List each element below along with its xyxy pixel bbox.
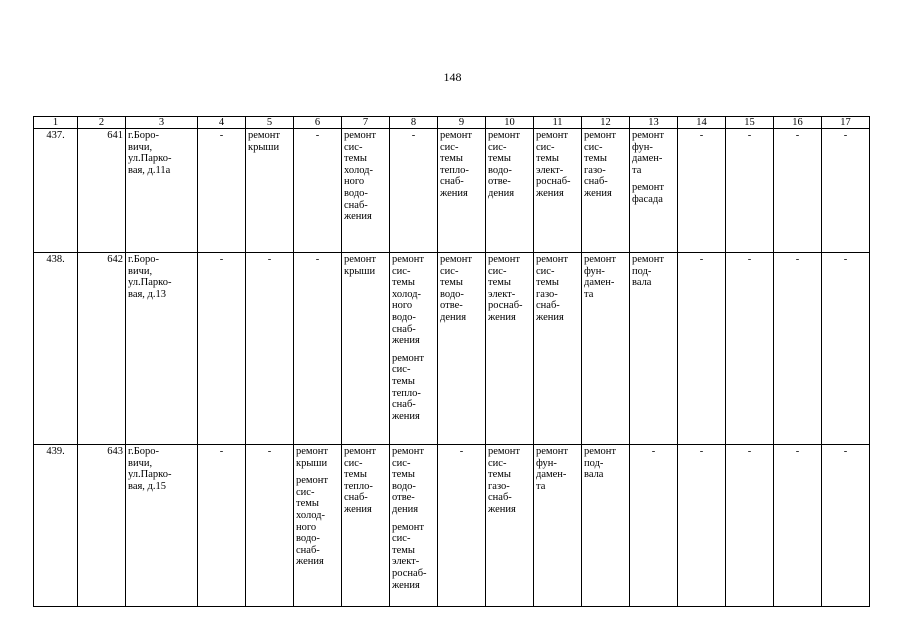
table-cell-col-13 (630, 129, 678, 253)
cell-entry: ремонт фун- дамен- та (536, 446, 569, 492)
table-cell-col-6 (294, 129, 342, 253)
table-cell-col-12 (582, 129, 630, 253)
cell-entry: ремонт сис- темы газо- снаб- жения (488, 446, 521, 515)
table-cell-col-17 (822, 253, 870, 445)
table-cell-col-5 (246, 129, 294, 253)
table-cell-col-2 (78, 253, 126, 445)
table-cell-col-12 (582, 253, 630, 445)
table-cell-col-9 (438, 129, 486, 253)
column-header-6: 6 (294, 117, 342, 129)
table-cell-col-1 (34, 129, 78, 253)
cell-entry: 438. (46, 254, 65, 265)
table-cell-col-13 (630, 253, 678, 445)
cell-entry: - (843, 130, 848, 141)
cell-entry: - (267, 254, 272, 265)
cell-entry: г.Боро- вичи, ул.Парко- вая, д.15 (128, 446, 172, 492)
cell-entry: - (411, 130, 416, 141)
cell-entry: - (315, 254, 320, 265)
cell-entry: ремонт фун- дамен- та (632, 130, 665, 176)
column-header-5: 5 (246, 117, 294, 129)
table-cell-col-8 (390, 253, 438, 445)
table-cell-col-10 (486, 445, 534, 607)
table-cell-col-15 (726, 445, 774, 607)
cell-entry: - (747, 254, 752, 265)
column-header-13: 13 (630, 117, 678, 129)
cell-entry: - (651, 446, 656, 457)
table-cell-col-17 (822, 129, 870, 253)
cell-entry: ремонт сис- темы газо- снаб- жения (536, 254, 569, 323)
table-cell-col-13 (630, 445, 678, 607)
table-cell-col-14 (678, 253, 726, 445)
cell-entry: ремонт крыши (248, 130, 281, 153)
column-header-15: 15 (726, 117, 774, 129)
table-row (34, 445, 870, 607)
cell-entry: - (795, 254, 800, 265)
repair-schedule-table (33, 116, 870, 607)
cell-entry: - (747, 446, 752, 457)
table-cell-col-10 (486, 129, 534, 253)
cell-entry: - (747, 130, 752, 141)
table-cell-col-16 (774, 445, 822, 607)
cell-entry: ремонт сис- темы холод- ного водо- снаб- жения (392, 254, 425, 347)
column-header-11: 11 (534, 117, 582, 129)
cell-entry: ремонт под- вала (584, 446, 617, 481)
table-cell-col-16 (774, 253, 822, 445)
table-cell-col-10 (486, 253, 534, 445)
page-number: 148 (443, 70, 462, 84)
table-cell-col-14 (678, 445, 726, 607)
cell-entry: ремонт сис- темы тепло- снаб- жения (344, 446, 377, 515)
column-header-17: 17 (822, 117, 870, 129)
table-cell-col-1 (34, 253, 78, 445)
column-header-3: 3 (126, 117, 198, 129)
table-cell-col-6 (294, 253, 342, 445)
column-header-12: 12 (582, 117, 630, 129)
table-cell-col-3 (126, 445, 198, 607)
column-header-2: 2 (78, 117, 126, 129)
table-cell-col-7 (342, 129, 390, 253)
cell-entry: 439. (46, 446, 65, 457)
table-header (34, 117, 870, 129)
table-cell-col-11 (534, 445, 582, 607)
table-cell-col-7 (342, 253, 390, 445)
cell-entry: - (699, 446, 704, 457)
cell-entry: - (795, 446, 800, 457)
table-cell-col-1 (34, 445, 78, 607)
table-cell-col-5 (246, 253, 294, 445)
column-header-9: 9 (438, 117, 486, 129)
cell-entry: ремонт сис- темы элект- роснаб- жения (536, 130, 571, 199)
table-cell-col-7 (342, 445, 390, 607)
table-cell-col-4 (198, 445, 246, 607)
table-cell-col-16 (774, 129, 822, 253)
cell-entry: - (219, 130, 224, 141)
table-cell-col-14 (678, 129, 726, 253)
table-row (34, 129, 870, 253)
column-header-8: 8 (390, 117, 438, 129)
table-cell-col-5 (246, 445, 294, 607)
table-cell-col-17 (822, 445, 870, 607)
table-cell-col-9 (438, 445, 486, 607)
table-cell-col-11 (534, 253, 582, 445)
cell-entry: - (699, 130, 704, 141)
table-cell-col-8 (390, 129, 438, 253)
cell-entry: ремонт сис- темы элект- роснаб- жения (488, 254, 523, 323)
column-header-1: 1 (34, 117, 78, 129)
cell-entry: - (699, 254, 704, 265)
cell-entry: 437. (46, 130, 65, 141)
column-header-7: 7 (342, 117, 390, 129)
cell-entry: г.Боро- вичи, ул.Парко- вая, д.11а (128, 130, 172, 176)
table-cell-col-3 (126, 253, 198, 445)
cell-entry: - (219, 254, 224, 265)
cell-entry: ремонт фасада (632, 182, 665, 205)
table-row (34, 253, 870, 445)
column-number-row (34, 117, 870, 129)
cell-entry: ремонт сис- темы холод- ного водо- снаб- жения (296, 475, 329, 568)
cell-entry: ремонт сис- темы тепло- снаб- жения (440, 130, 473, 199)
column-header-14: 14 (678, 117, 726, 129)
table-cell-col-15 (726, 129, 774, 253)
cell-entry: ремонт крыши (344, 254, 377, 277)
cell-entry: ремонт сис- темы водо- отве- дения (488, 130, 521, 199)
table-cell-col-2 (78, 129, 126, 253)
cell-entry: ремонт сис- темы водо- отве- дения (440, 254, 473, 323)
cell-entry: 643 (107, 446, 123, 457)
cell-entry: - (267, 446, 272, 457)
cell-entry: - (219, 446, 224, 457)
cell-entry: г.Боро- вичи, ул.Парко- вая, д.13 (128, 254, 172, 300)
table-body (34, 129, 870, 607)
table-cell-col-15 (726, 253, 774, 445)
table-cell-col-6 (294, 445, 342, 607)
cell-entry: ремонт сис- темы элект- роснаб- жения (392, 521, 427, 591)
table-cell-col-3 (126, 129, 198, 253)
cell-entry: ремонт под- вала (632, 254, 665, 289)
cell-entry: ремонт фун- дамен- та (584, 254, 617, 300)
column-header-4: 4 (198, 117, 246, 129)
cell-entry: - (459, 446, 464, 457)
cell-entry: ремонт сис- темы холод- ного водо- снаб- жения (344, 130, 377, 223)
column-header-16: 16 (774, 117, 822, 129)
table-cell-col-12 (582, 445, 630, 607)
cell-entry: 641 (107, 130, 123, 141)
table-cell-col-2 (78, 445, 126, 607)
table-cell-col-8 (390, 445, 438, 607)
cell-entry: ремонт сис- темы газо- снаб- жения (584, 130, 617, 199)
cell-entry: ремонт сис- темы тепло- снаб- жения (392, 352, 425, 422)
column-header-10: 10 (486, 117, 534, 129)
cell-entry: - (795, 130, 800, 141)
cell-entry: ремонт сис- темы водо- отве- дения (392, 446, 425, 515)
cell-entry: - (315, 130, 320, 141)
cell-entry: 642 (107, 254, 123, 265)
table-cell-col-11 (534, 129, 582, 253)
cell-entry: ремонт крыши (296, 446, 329, 469)
table-cell-col-4 (198, 129, 246, 253)
cell-entry: - (843, 254, 848, 265)
table-cell-col-9 (438, 253, 486, 445)
cell-entry: - (843, 446, 848, 457)
table-cell-col-4 (198, 253, 246, 445)
